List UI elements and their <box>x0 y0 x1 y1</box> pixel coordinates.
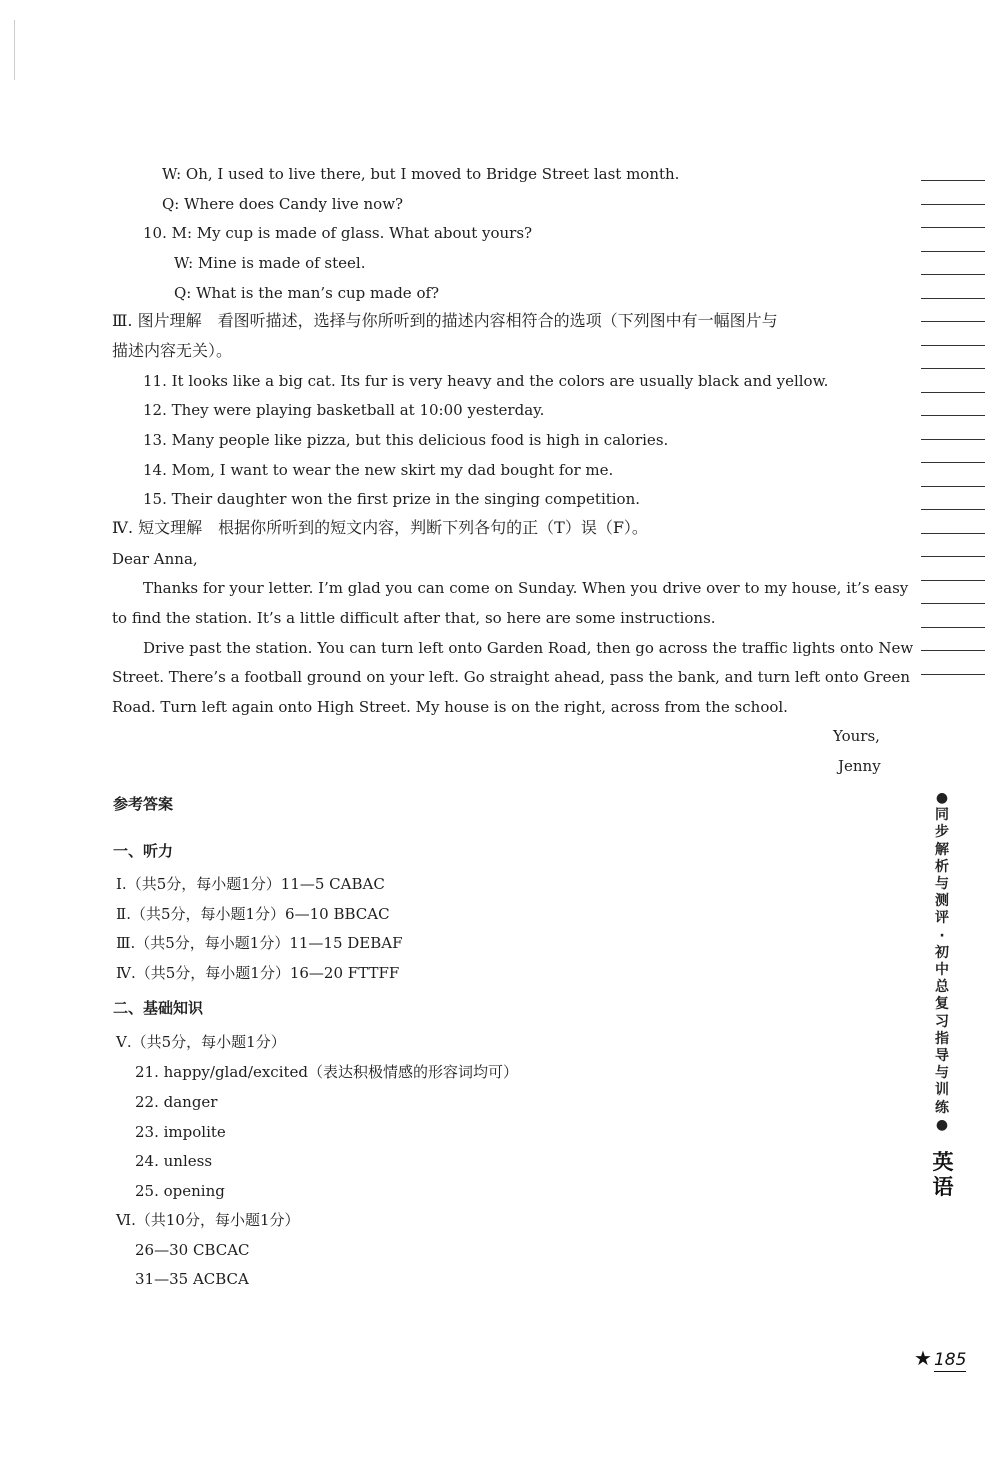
item-13: 13. Many people like pizza, but this delicious food is high in calories. <box>143 431 669 449</box>
page-number <box>914 1346 966 1370</box>
section-4-heading: Ⅳ. 短文理解 根据你所听到的短文内容，判断下列各句的正（T）误（F）。 <box>112 518 648 537</box>
section-3-heading-cont: 描述内容无关）。 <box>112 341 233 360</box>
answer-section-5: Ⅴ.（共5分，每小题1分） <box>116 1033 286 1051</box>
star-icon: ★ <box>914 1346 932 1370</box>
letter-closing: Yours, <box>833 727 880 745</box>
item-15: 15. Their daughter won the first prize in the singing competition. <box>143 490 641 508</box>
answer-31-35: 31—35 ACBCA <box>135 1270 249 1288</box>
answer-25: 25. opening <box>135 1182 225 1200</box>
letter-signature: Jenny <box>838 757 881 775</box>
letter-p1-line1: Thanks for your letter. I’m glad you can come on Sunday. When you drive over to my house, it’s easy <box>143 579 909 597</box>
letter-p2-line1: Drive past the station. You can turn left onto Garden Road, then go across the traffic lights onto New <box>143 639 914 657</box>
letter-p2-line2: Street. There’s a football ground on your left. Go straight ahead, pass the bank, and turn left onto Green <box>112 668 911 686</box>
answer-section-1: Ⅰ.（共5分，每小题1分）11—5 CABAC <box>116 875 385 893</box>
item-11: 11. It looks like a big cat. Its fur is very heavy and the colors are usually black and yellow. <box>143 372 829 390</box>
item-14: 14. Mom, I want to wear the new skirt my dad bought for me. <box>143 461 614 479</box>
margin-rule-lines <box>921 180 985 697</box>
transcript-10-man: 10. M: My cup is made of glass. What about yours? <box>143 224 533 242</box>
answer-section-6: Ⅵ.（共10分，每小题1分） <box>116 1211 300 1229</box>
section-3-heading: Ⅲ. 图片理解 看图听描述，选择与你所听到的描述内容相符合的选项（下列图中有一幅图片与 <box>112 311 778 330</box>
answers-part-1: 一、听力 <box>113 842 174 860</box>
answer-26-30: 26—30 CBCAC <box>135 1241 250 1259</box>
series-title-vertical: ● 同 步 解 析 与 测 评 · 初 中 总 复 习 指 导 与 训 练 ● <box>935 790 949 1133</box>
transcript-10-question: Q: What is the man’s cup made of? <box>174 284 440 302</box>
transcript-9-question: Q: Where does Candy live now? <box>162 195 404 213</box>
answer-21: 21. happy/glad/excited（表达积极情感的形容词均可） <box>135 1063 518 1081</box>
letter-p2-line3: Road. Turn left again onto High Street. My house is on the right, across from the school. <box>112 698 788 716</box>
transcript-10-woman: W: Mine is made of steel. <box>174 254 366 272</box>
answers-title: 参考答案 <box>113 795 174 813</box>
answer-23: 23. impolite <box>135 1123 226 1141</box>
answer-22: 22. danger <box>135 1093 218 1111</box>
answer-24: 24. unless <box>135 1152 213 1170</box>
letter-salutation: Dear Anna, <box>112 550 198 568</box>
answer-section-2: Ⅱ.（共5分，每小题1分）6—10 BBCAC <box>116 905 390 923</box>
item-12: 12. They were playing basketball at 10:00 yesterday. <box>143 401 545 419</box>
answer-section-3: Ⅲ.（共5分，每小题1分）11—15 DEBAF <box>116 934 403 952</box>
transcript-9-woman: W: Oh, I used to live there, but I moved to Bridge Street last month. <box>162 165 680 183</box>
subject-label: 英 语 <box>932 1150 954 1199</box>
answers-part-2: 二、基础知识 <box>113 999 204 1017</box>
letter-p1-line2: to find the station. It’s a little difficult after that, so here are some instructions. <box>112 609 716 627</box>
page-number-value: 185 <box>933 1350 967 1370</box>
answer-section-4: Ⅳ.（共5分，每小题1分）16—20 FTTFF <box>116 964 400 982</box>
scan-edge-mark <box>14 20 18 80</box>
